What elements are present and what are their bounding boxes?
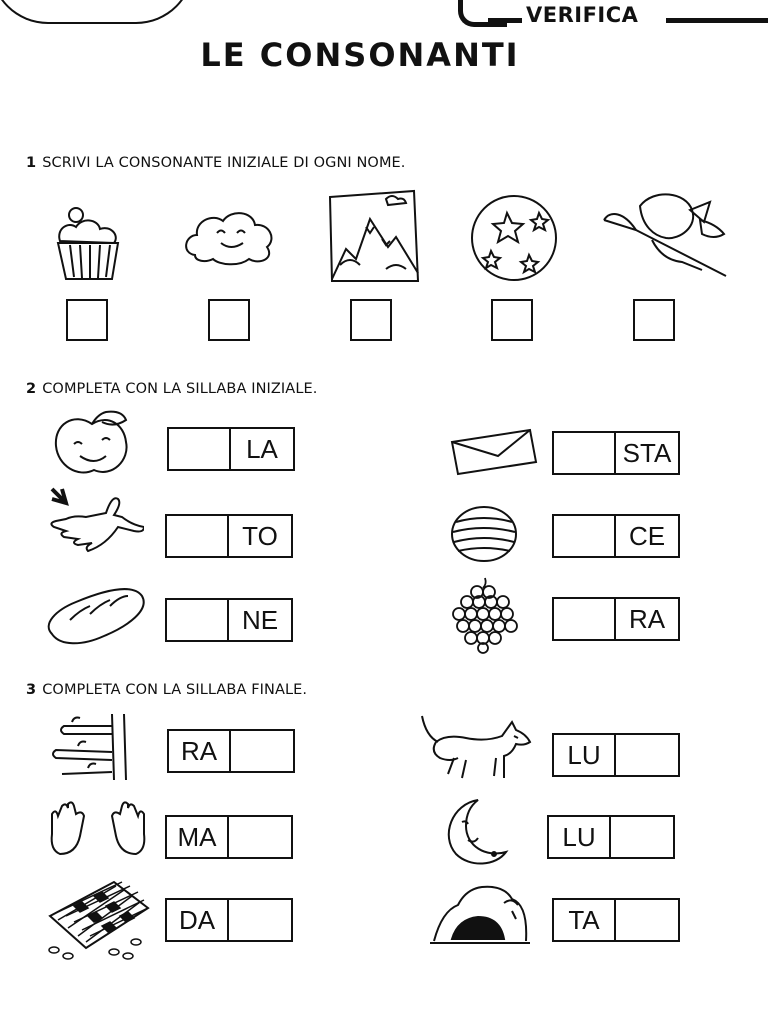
grapes-icon xyxy=(447,576,523,654)
ball-icon xyxy=(469,193,559,283)
blank-cell[interactable] xyxy=(616,900,678,940)
syllable-pair-9 xyxy=(165,815,293,859)
badge-rule-left xyxy=(488,18,522,23)
blank-cell[interactable] xyxy=(167,600,229,640)
exercise-1-text: SCRIVI LA CONSONANTE INIZIALE DI OGNI NOME. xyxy=(42,155,406,171)
answer-box-4[interactable] xyxy=(491,299,533,341)
syllable-pair-2 xyxy=(552,431,680,475)
blank-cell[interactable] xyxy=(231,731,293,771)
syllable-label: LU xyxy=(554,735,616,775)
bread-icon xyxy=(46,584,146,646)
blank-cell[interactable] xyxy=(554,599,616,639)
blank-cell[interactable] xyxy=(229,817,291,857)
exercise-1-number: 1 xyxy=(26,155,37,171)
answer-box-1[interactable] xyxy=(66,299,108,341)
witch-icon xyxy=(600,190,736,282)
syllable-pair-12 xyxy=(552,898,680,942)
header-bubble xyxy=(0,0,194,24)
exercise-3-number: 3 xyxy=(26,682,37,698)
hands-icon xyxy=(46,800,150,860)
moon-icon xyxy=(440,796,510,868)
syllable-label: LU xyxy=(549,817,611,857)
blank-cell[interactable] xyxy=(167,516,229,556)
syllable-pair-7 xyxy=(167,729,295,773)
syllable-label: CE xyxy=(628,520,666,551)
hand-icon xyxy=(48,485,144,563)
page-title: LE CONSONANTI xyxy=(200,36,520,74)
envelope-icon xyxy=(450,428,538,476)
cupcake-icon xyxy=(52,205,124,283)
syllable-label: TA xyxy=(554,900,616,940)
answer-box-3[interactable] xyxy=(350,299,392,341)
exercise-2-instruction xyxy=(26,381,317,397)
syllable-pair-1 xyxy=(167,427,295,471)
syllable-label: RA xyxy=(169,731,231,771)
checkerboard-icon xyxy=(44,878,154,960)
syllable-pair-3 xyxy=(165,514,293,558)
syllable-label: MA xyxy=(167,817,229,857)
syllable-label: STA xyxy=(622,437,672,468)
badge-label: VERIFICA xyxy=(526,3,639,27)
blank-cell[interactable] xyxy=(554,433,616,473)
exercise-2-text: COMPLETA CON LA SILLABA INIZIALE. xyxy=(42,381,318,397)
blank-cell[interactable] xyxy=(554,516,616,556)
exercise-3-instruction xyxy=(26,682,307,698)
syllable-pair-10 xyxy=(547,815,675,859)
wolf-icon xyxy=(418,712,534,788)
blank-cell[interactable] xyxy=(169,429,231,469)
exercise-3-text: COMPLETA CON LA SILLABA FINALE. xyxy=(42,682,308,698)
mole-icon xyxy=(428,881,532,947)
syllable-pair-6 xyxy=(552,597,680,641)
mountain-icon xyxy=(326,189,422,285)
badge-rule-right xyxy=(666,18,768,23)
apple-icon xyxy=(50,408,134,478)
syllable-label: TO xyxy=(242,520,278,551)
walnut-icon xyxy=(450,504,518,564)
cloud-icon xyxy=(183,205,275,267)
syllable-pair-11 xyxy=(165,898,293,942)
syllable-pair-4 xyxy=(552,514,680,558)
answer-box-5[interactable] xyxy=(633,299,675,341)
blank-cell[interactable] xyxy=(229,900,291,940)
answer-box-2[interactable] xyxy=(208,299,250,341)
syllable-pair-5 xyxy=(165,598,293,642)
syllable-label: RA xyxy=(628,603,666,634)
verifica-badge xyxy=(458,0,768,30)
syllable-label: NE xyxy=(241,604,279,635)
blank-cell[interactable] xyxy=(611,817,673,857)
syllable-pair-8 xyxy=(552,733,680,777)
branches-icon xyxy=(48,712,132,782)
syllable-label: DA xyxy=(167,900,229,940)
syllable-label: LA xyxy=(246,433,278,464)
exercise-2-number: 2 xyxy=(26,381,37,397)
exercise-1-instruction xyxy=(26,155,406,171)
blank-cell[interactable] xyxy=(616,735,678,775)
